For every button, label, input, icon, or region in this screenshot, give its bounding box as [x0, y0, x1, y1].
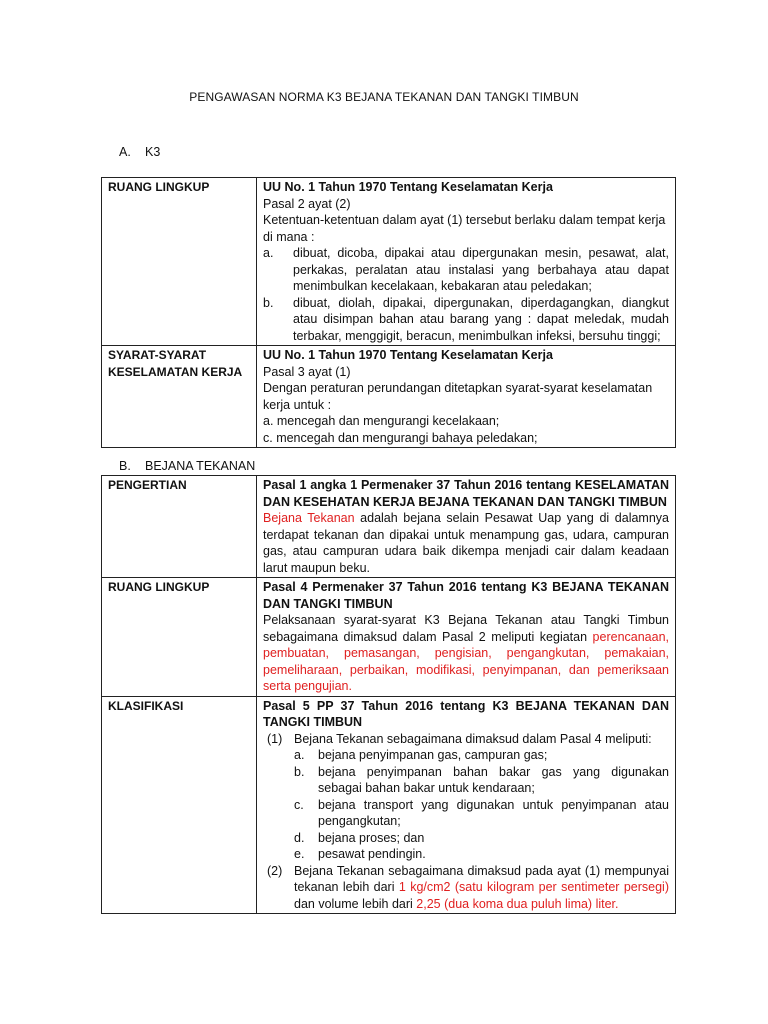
law-reference: Pasal 4 Permenaker 37 Tahun 2016 tentang K3 BEJANA TEKANAN DAN TANGKI TIMBUN [263, 580, 669, 611]
section-b-heading [119, 459, 255, 473]
row-content-pengertian [257, 476, 676, 578]
definition-paragraph: Bejana Tekanan adalah bejana selain Pesawat Uap yang di dalamnya terdapat tekanan dan dipakai untuk menampung gas, udara, campuran gas, atau campuran udara baik dikempa menjadi cair dalam keadaan larut maupun beku. [263, 511, 669, 575]
paragraph: Dengan peraturan perundangan ditetapkan syarat-syarat keselamatan kerja untuk : [263, 381, 653, 412]
table-row [102, 578, 676, 697]
law-reference: Pasal 1 angka 1 Permenaker 37 Tahun 2016 tentang KESELAMATAN DAN KESEHATAN KERJA BEJANA TEKANAN DAN TANGKI TIMBUN [263, 478, 669, 509]
section-a-heading [119, 145, 160, 159]
list-item: e. pesawat pendingin. [294, 847, 426, 861]
list-item: b. bejana penyimpanan bahan bakar gas yang digunakan sebagai bahan bakar untuk kendaraan; [294, 764, 669, 795]
row-label-klasifikasi: KLASIFIKASI [102, 696, 257, 914]
article-reference: Pasal 3 ayat (1) [263, 364, 351, 379]
numbered-item: (2) Bejana Tekanan sebagaimana dimaksud pada ayat (1) mempunyai tekanan lebih dari 1 kg/cm2 (satu kilogram per sentimeter persegi) dan volume lebih dari 2,25 (dua koma dua puluh lima) liter. [267, 863, 669, 911]
section-a-letter: A. [119, 145, 131, 159]
list-item: a. bejana penyimpanan gas, campuran gas; [294, 748, 548, 762]
list-item: c. bejana transport yang digunakan untuk penyimpanan atau pengangkutan; [294, 797, 669, 828]
highlighted-pressure: 1 kg/cm2 (satu kilogram per sentimeter persegi) [398, 880, 669, 894]
list-item: d. bejana proses; dan [294, 830, 425, 845]
bejana-tekanan-table [101, 475, 676, 914]
row-label-ruang-lingkup: RUANG LINGKUP [102, 578, 257, 697]
table-row [102, 696, 676, 914]
row-content-ruang-lingkup [257, 178, 676, 346]
row-content-klasifikasi [257, 696, 676, 914]
highlighted-activities: perencanaan, pembuatan, pemasangan, pengisian, pengangkutan, pemakaian, pemeliharaan, perbaikan, modifikasi, penyimpanan, dan pemeriksaan serta pengujian. [263, 629, 669, 693]
section-b-letter: B. [119, 459, 131, 473]
list-item: b. dibuat, diolah, dipakai, dipergunakan, diperdagangkan, diangkut atau disimpan bahan atau barang yang : dapat meledak, mudah terbakar, menggigit, beracun, menimbulkan infeksi, bersuhu tinggi; [263, 295, 669, 343]
list-item: a. dibuat, dicoba, dipakai atau dipergunakan mesin, pesawat, alat, perkakas, peralatan atau instalasi yang berbahaya atau dapat menimbulkan kecelakaan, kebakaran atau peledakan; [263, 246, 669, 293]
table-row [102, 346, 676, 448]
row-content-ruang-lingkup-b [257, 578, 676, 697]
list-item: a. mencegah dan mengurangi kecelakaan; [263, 414, 500, 428]
numbered-item: (1) Bejana Tekanan sebagaimana dimaksud dalam Pasal 4 meliputi: [267, 731, 652, 746]
section-b-title: BEJANA TEKANAN [145, 459, 256, 473]
table-row [102, 178, 676, 346]
document-title: PENGAWASAN NORMA K3 BEJANA TEKANAN DAN TANGKI TIMBUN [189, 90, 579, 104]
highlighted-term: Bejana Tekanan [263, 511, 355, 525]
section-a-title: K3 [145, 145, 161, 159]
paragraph: Ketentuan-ketentuan dalam ayat (1) tersebut berlaku dalam tempat kerja di mana : [263, 213, 666, 244]
law-reference: UU No. 1 Tahun 1970 Tentang Keselamatan Kerja [263, 348, 553, 362]
highlighted-volume: 2,25 (dua koma dua puluh lima) liter. [416, 896, 619, 911]
article-reference: Pasal 2 ayat (2) [263, 196, 351, 211]
table-row [102, 476, 676, 578]
row-label-syarat: SYARAT-SYARAT KESELAMATAN KERJA [102, 346, 257, 448]
row-content-syarat [257, 346, 676, 448]
law-reference: UU No. 1 Tahun 1970 Tentang Keselamatan Kerja [263, 180, 553, 194]
row-label-ruang-lingkup: RUANG LINGKUP [102, 178, 257, 346]
paragraph: Pelaksanaan syarat-syarat K3 Bejana Tekanan atau Tangki Timbun sebagaimana dimaksud dalam Pasal 2 meliputi kegiatan perencanaan, pembuatan, pemasangan, pengisian, pengangkutan, pemakaian, pemeliharaan, perbaikan, modifikasi, penyimpanan, dan pemeriksaan serta pengujian. [263, 613, 669, 693]
row-label-pengertian: PENGERTIAN [102, 476, 257, 578]
list-item: c. mencegah dan mengurangi bahaya peledakan; [263, 430, 538, 445]
k3-table [101, 177, 676, 448]
law-reference: Pasal 5 PP 37 Tahun 2016 tentang K3 BEJANA TEKANAN DAN TANGKI TIMBUN [263, 698, 669, 729]
